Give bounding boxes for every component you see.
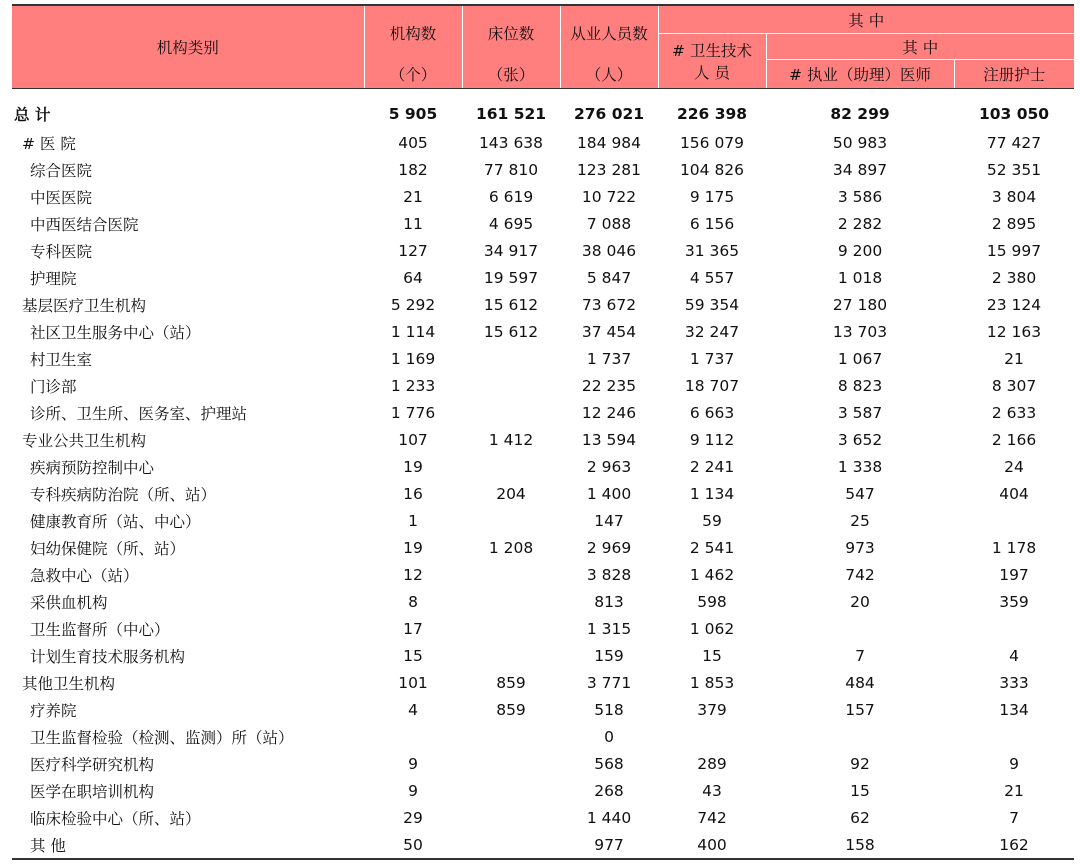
nurse-cell: 134 xyxy=(999,700,1029,719)
beds-cell: 15 612 xyxy=(483,295,539,314)
category-cell: 专科疾病防治院（所、站） xyxy=(30,485,217,504)
tech-cell: 104 826 xyxy=(679,160,745,179)
category-cell: 健康教育所（站、中心） xyxy=(30,512,201,531)
inst-cell: 1 xyxy=(408,511,418,530)
table-row xyxy=(12,480,1074,507)
tech-cell: 18 707 xyxy=(684,376,740,395)
table-row xyxy=(12,264,1074,291)
tech-cell: 6 663 xyxy=(689,403,735,422)
table-row xyxy=(12,723,1074,750)
table-row xyxy=(12,615,1074,642)
nurse-cell: 404 xyxy=(999,484,1029,503)
nurse-cell: 333 xyxy=(999,673,1029,692)
nurse-cell: 23 124 xyxy=(986,295,1042,314)
table-row xyxy=(12,399,1074,426)
category-cell: 综合医院 xyxy=(30,161,93,180)
nurse-cell: 1 178 xyxy=(991,538,1037,557)
doc-cell: 27 180 xyxy=(832,295,888,314)
nurse-cell: 4 xyxy=(1009,646,1019,665)
beds-cell: 19 597 xyxy=(483,268,539,287)
beds-cell xyxy=(462,642,560,669)
staff-cell: 977 xyxy=(560,831,658,859)
beds-cell: 77 810 xyxy=(483,160,539,179)
beds-cell: 859 xyxy=(496,673,526,692)
staff-cell: 159 xyxy=(594,646,624,665)
staff-cell: 147 xyxy=(594,511,624,530)
staff-cell: 0 xyxy=(604,727,614,746)
tech-cell: 4 557 xyxy=(689,268,735,287)
table-row xyxy=(12,534,1074,561)
nurse-cell: 2 166 xyxy=(991,430,1037,449)
staff-cell: 3 771 xyxy=(586,673,632,692)
nurse-cell: 24 xyxy=(1004,457,1024,476)
beds-cell: 34 917 xyxy=(483,241,539,260)
tech-cell: 59 xyxy=(702,511,722,530)
tech-cell: 1 062 xyxy=(689,619,735,638)
nurse-cell: 2 895 xyxy=(991,214,1037,233)
inst-cell: 16 xyxy=(403,484,423,503)
nurse-cell: 7 xyxy=(1009,808,1019,827)
inst-cell: 5 905 xyxy=(388,105,438,123)
inst-cell: 1 233 xyxy=(390,376,436,395)
staff-cell: 2 969 xyxy=(586,538,632,557)
table-row xyxy=(12,372,1074,399)
health-institutions-table xyxy=(12,4,1074,860)
staff-cell: 1 440 xyxy=(586,808,632,827)
table-row xyxy=(12,156,1074,183)
inst-cell: 1 169 xyxy=(390,349,436,368)
doc-cell: 25 xyxy=(850,511,870,530)
staff-cell: 7 088 xyxy=(586,214,632,233)
table-row xyxy=(12,561,1074,588)
staff-cell: 22 235 xyxy=(581,376,637,395)
doc-cell: 82 299 xyxy=(830,105,890,123)
doc-cell: 1 338 xyxy=(837,457,883,476)
doc-cell: 13 703 xyxy=(832,322,888,341)
doc-cell: 20 xyxy=(850,592,870,611)
category-cell: 其他卫生机构 xyxy=(22,674,116,693)
header-of-which: 其 中 xyxy=(658,5,1074,34)
table-row xyxy=(12,777,1074,804)
table-row xyxy=(12,453,1074,480)
tech-cell: 289 xyxy=(697,754,727,773)
tech-cell: 1 737 xyxy=(689,349,735,368)
table-row xyxy=(12,291,1074,318)
tech-cell: 9 175 xyxy=(689,187,735,206)
header-staff: 从业人员数 xyxy=(560,5,658,60)
beds-cell xyxy=(462,453,560,480)
category-cell: 急救中心（站） xyxy=(30,566,139,585)
beds-cell xyxy=(462,615,560,642)
staff-cell: 813 xyxy=(594,592,624,611)
tech-cell: 15 xyxy=(702,646,722,665)
nurse-cell: 197 xyxy=(999,565,1029,584)
beds-cell xyxy=(462,588,560,615)
category-cell: 计划生育技术服务机构 xyxy=(30,647,186,666)
nurse-cell: 2 380 xyxy=(991,268,1037,287)
staff-cell: 1 315 xyxy=(586,619,632,638)
doc-cell xyxy=(766,723,954,750)
table-row xyxy=(12,642,1074,669)
header-beds: 床位数 xyxy=(462,5,560,60)
beds-cell xyxy=(462,372,560,399)
table-row xyxy=(12,588,1074,615)
header-category: 机构类别 xyxy=(12,5,364,89)
beds-cell: 4 695 xyxy=(488,214,534,233)
table-header xyxy=(12,5,1074,89)
nurse-cell: 2 633 xyxy=(991,403,1037,422)
tech-cell: 598 xyxy=(697,592,727,611)
header-health-tech xyxy=(658,34,766,89)
inst-cell: 5 292 xyxy=(390,295,436,314)
category-cell: 采供血机构 xyxy=(30,593,108,612)
inst-cell: 19 xyxy=(403,457,423,476)
tech-cell: 742 xyxy=(697,808,727,827)
table-row xyxy=(12,129,1074,156)
beds-cell xyxy=(462,750,560,777)
nurse-cell: 21 xyxy=(1004,781,1024,800)
doc-cell: 50 983 xyxy=(832,133,888,152)
category-cell: 医学在职培训机构 xyxy=(30,782,155,801)
staff-cell: 276 021 xyxy=(573,105,645,123)
nurse-cell: 162 xyxy=(954,831,1074,859)
table-row xyxy=(12,507,1074,534)
staff-cell: 5 847 xyxy=(586,268,632,287)
header-health-tech-line1: # 卫生技术 xyxy=(672,42,752,60)
staff-cell: 37 454 xyxy=(581,322,637,341)
inst-cell: 15 xyxy=(403,646,423,665)
doc-cell: 3 587 xyxy=(837,403,883,422)
doc-cell: 1 067 xyxy=(837,349,883,368)
inst-cell: 9 xyxy=(408,754,418,773)
inst-cell: 101 xyxy=(398,673,428,692)
inst-cell: 4 xyxy=(408,700,418,719)
inst-cell: 1 776 xyxy=(390,403,436,422)
inst-cell: 182 xyxy=(398,160,428,179)
nurse-cell: 8 307 xyxy=(991,376,1037,395)
beds-cell: 204 xyxy=(496,484,526,503)
doc-cell: 3 586 xyxy=(837,187,883,206)
staff-cell: 1 400 xyxy=(586,484,632,503)
nurse-cell xyxy=(954,723,1074,750)
category-cell: 总 计 xyxy=(14,106,51,124)
doc-cell: 15 xyxy=(850,781,870,800)
nurse-cell: 3 804 xyxy=(991,187,1037,206)
tech-cell: 2 541 xyxy=(689,538,735,557)
inst-cell: 11 xyxy=(403,214,423,233)
staff-cell: 2 963 xyxy=(586,457,632,476)
beds-cell: 1 208 xyxy=(488,538,534,557)
category-cell: 临床检验中心（所、站） xyxy=(30,809,201,828)
staff-cell: 13 594 xyxy=(581,430,637,449)
inst-cell: 1 114 xyxy=(390,322,436,341)
header-doctors: # 执业（助理）医师 xyxy=(766,60,954,89)
table-row xyxy=(12,750,1074,777)
category-cell: 社区卫生服务中心（站） xyxy=(30,323,201,342)
doc-cell: 3 652 xyxy=(837,430,883,449)
category-cell: 其 他 xyxy=(12,831,364,859)
header-of-which-sub: 其 中 xyxy=(766,34,1074,60)
staff-cell: 123 281 xyxy=(576,160,642,179)
category-cell: 护理院 xyxy=(30,269,77,288)
category-cell: 疗养院 xyxy=(30,701,77,720)
beds-cell: 859 xyxy=(496,700,526,719)
staff-cell: 38 046 xyxy=(581,241,637,260)
tech-cell: 1 134 xyxy=(689,484,735,503)
staff-cell: 518 xyxy=(594,700,624,719)
nurse-cell: 103 050 xyxy=(978,105,1050,123)
tech-cell: 379 xyxy=(697,700,727,719)
staff-cell: 10 722 xyxy=(581,187,637,206)
tech-cell: 2 241 xyxy=(689,457,735,476)
category-cell: 基层医疗卫生机构 xyxy=(22,296,147,315)
inst-cell: 107 xyxy=(398,430,428,449)
staff-cell: 568 xyxy=(594,754,624,773)
nurse-cell: 21 xyxy=(1004,349,1024,368)
table-row xyxy=(12,831,1074,859)
inst-cell: 19 xyxy=(403,538,423,557)
header-beds-unit: （张） xyxy=(462,60,560,89)
doc-cell: 9 200 xyxy=(837,241,883,260)
doc-cell: 92 xyxy=(850,754,870,773)
nurse-cell: 15 997 xyxy=(986,241,1042,260)
table-row xyxy=(12,237,1074,264)
inst-cell: 21 xyxy=(403,187,423,206)
table-row xyxy=(12,804,1074,831)
beds-cell xyxy=(462,831,560,859)
category-cell: 疾病预防控制中心 xyxy=(30,458,155,477)
inst-cell: 12 xyxy=(403,565,423,584)
beds-cell: 6 619 xyxy=(488,187,534,206)
category-cell: 卫生监督所（中心） xyxy=(30,620,170,639)
tech-cell: 59 354 xyxy=(684,295,740,314)
tech-cell: 43 xyxy=(702,781,722,800)
doc-cell: 1 018 xyxy=(837,268,883,287)
tech-cell: 226 398 xyxy=(676,105,748,123)
category-cell: 专科医院 xyxy=(30,242,93,261)
beds-cell xyxy=(462,561,560,588)
beds-cell: 1 412 xyxy=(488,430,534,449)
staff-cell: 1 737 xyxy=(586,349,632,368)
doc-cell: 8 823 xyxy=(837,376,883,395)
category-cell: 中医医院 xyxy=(30,188,93,207)
table-row xyxy=(12,669,1074,696)
inst-cell: 64 xyxy=(403,268,423,287)
doc-cell xyxy=(766,615,954,642)
table-row xyxy=(12,210,1074,237)
beds-cell: 161 521 xyxy=(475,105,547,123)
staff-cell: 184 984 xyxy=(576,133,642,152)
tech-cell: 6 156 xyxy=(689,214,735,233)
nurse-cell: 52 351 xyxy=(986,160,1042,179)
inst-cell xyxy=(364,723,462,750)
tech-cell: 1 462 xyxy=(689,565,735,584)
table-row xyxy=(12,318,1074,345)
nurse-cell: 12 163 xyxy=(986,322,1042,341)
inst-cell: 17 xyxy=(403,619,423,638)
doc-cell: 158 xyxy=(766,831,954,859)
doc-cell: 973 xyxy=(845,538,875,557)
beds-cell xyxy=(462,507,560,534)
beds-cell: 143 638 xyxy=(478,133,544,152)
health-institutions-table-container xyxy=(12,4,1074,860)
tech-cell: 9 112 xyxy=(689,430,735,449)
category-cell: 医疗科学研究机构 xyxy=(30,755,155,774)
tech-cell: 31 365 xyxy=(684,241,740,260)
doc-cell: 7 xyxy=(855,646,865,665)
doc-cell: 2 282 xyxy=(837,214,883,233)
inst-cell: 50 xyxy=(364,831,462,859)
table-row xyxy=(12,426,1074,453)
nurse-cell: 9 xyxy=(1009,754,1019,773)
nurse-cell xyxy=(954,615,1074,642)
nurse-cell: 359 xyxy=(999,592,1029,611)
nurse-cell: 77 427 xyxy=(986,133,1042,152)
nurse-cell xyxy=(954,507,1074,534)
tech-cell: 400 xyxy=(658,831,766,859)
category-cell: 妇幼保健院（所、站） xyxy=(30,539,186,558)
table-row xyxy=(12,696,1074,723)
spacer-row xyxy=(12,89,1074,100)
table-row xyxy=(12,345,1074,372)
doc-cell: 62 xyxy=(850,808,870,827)
inst-cell: 127 xyxy=(398,241,428,260)
beds-cell xyxy=(462,723,560,750)
table-row xyxy=(12,183,1074,210)
tech-cell: 32 247 xyxy=(684,322,740,341)
category-cell: 卫生监督检验（检测、监测）所（站） xyxy=(30,728,294,747)
inst-cell: 8 xyxy=(408,592,418,611)
staff-cell: 268 xyxy=(594,781,624,800)
beds-cell xyxy=(462,777,560,804)
tech-cell: 156 079 xyxy=(679,133,745,152)
beds-cell xyxy=(462,399,560,426)
total-row xyxy=(12,99,1074,129)
inst-cell: 405 xyxy=(398,133,428,152)
header-health-tech-line2: 人 员 xyxy=(694,64,730,82)
category-cell: 诊所、卫生所、医务室、护理站 xyxy=(30,404,248,423)
header-institutions-unit: （个） xyxy=(364,60,462,89)
staff-cell: 12 246 xyxy=(581,403,637,422)
beds-cell xyxy=(462,345,560,372)
doc-cell: 34 897 xyxy=(832,160,888,179)
category-cell: # 医 院 xyxy=(22,134,76,153)
staff-cell: 3 828 xyxy=(586,565,632,584)
doc-cell: 742 xyxy=(845,565,875,584)
inst-cell: 9 xyxy=(408,781,418,800)
header-nurses: 注册护士 xyxy=(954,60,1074,89)
inst-cell: 29 xyxy=(403,808,423,827)
category-cell: 村卫生室 xyxy=(30,350,93,369)
beds-cell xyxy=(462,804,560,831)
doc-cell: 157 xyxy=(845,700,875,719)
header-institutions: 机构数 xyxy=(364,5,462,60)
category-cell: 中西医结合医院 xyxy=(30,215,139,234)
doc-cell: 547 xyxy=(845,484,875,503)
category-cell: 门诊部 xyxy=(30,377,77,396)
category-cell: 专业公共卫生机构 xyxy=(22,431,147,450)
tech-cell xyxy=(658,723,766,750)
tech-cell: 1 853 xyxy=(689,673,735,692)
staff-cell: 73 672 xyxy=(581,295,637,314)
header-staff-unit: （人） xyxy=(560,60,658,89)
table-body xyxy=(12,89,1074,860)
doc-cell: 484 xyxy=(845,673,875,692)
beds-cell: 15 612 xyxy=(483,322,539,341)
